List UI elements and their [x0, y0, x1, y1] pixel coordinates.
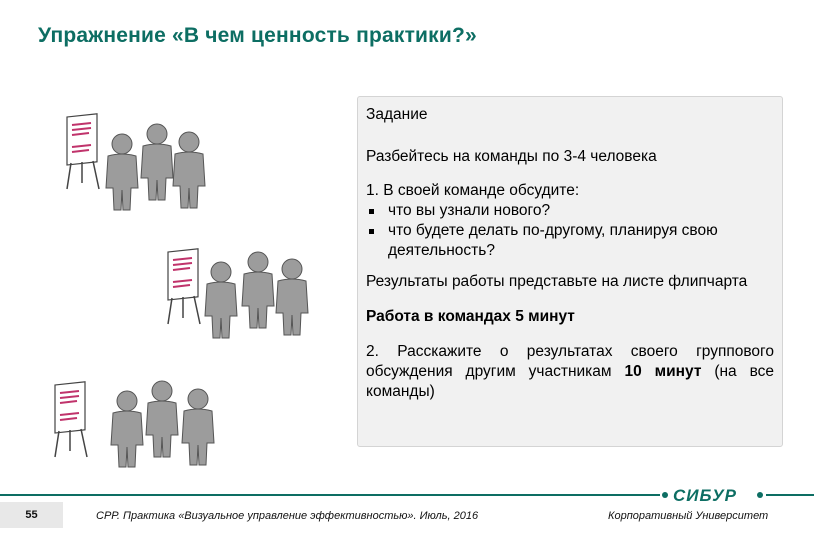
sibur-logo [661, 485, 765, 505]
footer-divider-right [766, 494, 814, 496]
task-split-teams: Разбейтесь на команды по 3-4 человека [366, 148, 657, 165]
task-tell-prefix: 2. Расскажите о результатах своего группового обсуждения другим участникам [366, 343, 774, 380]
task-heading: Задание [366, 106, 428, 123]
team-group-2 [168, 249, 308, 338]
team-group-1 [67, 114, 205, 210]
task-tell-bold: 10 минут [624, 363, 702, 380]
task-bullet-2: что будете делать по-другому, планируя свою деятельность? [366, 221, 774, 261]
task-bullet-1: что вы узнали нового? [366, 201, 774, 221]
task-box [357, 96, 783, 447]
task-results-text: Результаты работы представьте на листе флипчарта [366, 273, 748, 290]
footer-divider [0, 494, 660, 496]
footer-caption: СРР. Практика «Визуальное управление эффективностью». Июль, 2016 [96, 510, 479, 522]
slide-title: Упражнение «В чем ценность практики?» [38, 24, 477, 47]
task-results [366, 272, 774, 292]
task-tell-suffix: (на все команды) [366, 363, 774, 400]
logo-text: СИБУР [673, 486, 737, 505]
task-work-time: Работа в командах 5 минут [366, 308, 575, 325]
page-number: 55 [0, 502, 63, 528]
team-group-3 [55, 381, 214, 467]
task-discuss-intro: 1. В своей команде обсудите: [366, 182, 580, 199]
task-tell [366, 342, 774, 402]
team-illustrations [40, 95, 340, 475]
footer-university: Корпоративный Университет [608, 510, 769, 522]
